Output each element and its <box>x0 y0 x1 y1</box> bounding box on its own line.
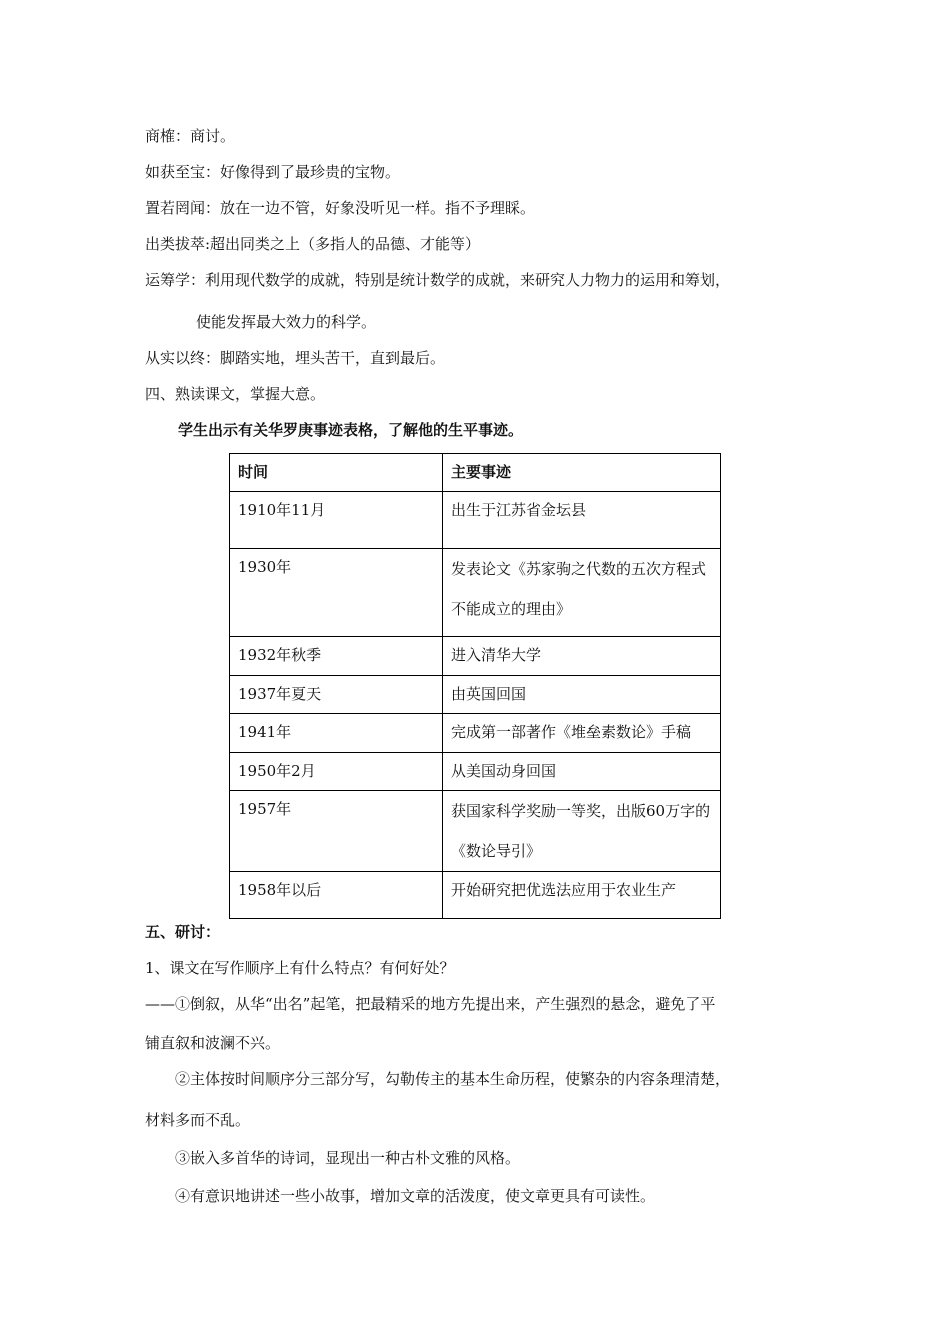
cell-event: 发表论文《苏家驹之代数的五次方程式不能成立的理由》 <box>443 549 721 637</box>
answer-1-line-2: 铺直叙和波澜不兴。 <box>145 1034 281 1052</box>
answer-2-line-2: 材料多而不乱。 <box>145 1111 251 1129</box>
vocab-ruhuozhibao: 如获至宝：好像得到了最珍贵的宝物。 <box>145 163 401 181</box>
table-row <box>230 676 721 714</box>
cell-event: 完成第一部著作《堆垒素数论》手稿 <box>443 714 721 753</box>
vocab-chuleibacui: 出类拔萃:超出同类之上（多指人的品德、才能等） <box>145 235 481 253</box>
cell-time: 1958年以后 <box>230 872 443 919</box>
table-row <box>230 791 721 872</box>
cell-time: 1937年夏天 <box>230 676 443 714</box>
answer-3: ③嵌入多首华的诗词，显现出一种古朴文雅的风格。 <box>175 1149 521 1167</box>
section-5-heading: 五、研讨： <box>145 923 221 941</box>
answer-1-line-1: ——①倒叙，从华“出名”起笔，把最精采的地方先提出来，产生强烈的悬念，避免了平 <box>145 995 716 1013</box>
cell-event: 开始研究把优选法应用于农业生产 <box>443 872 721 919</box>
cell-time: 1910年11月 <box>230 492 443 549</box>
cell-time: 1957年 <box>230 791 443 872</box>
table-row <box>230 714 721 753</box>
vocab-yunchouxue-cont: 使能发挥最大效力的科学。 <box>196 313 377 331</box>
header-event: 主要事迹 <box>443 454 721 492</box>
vocab-shangque: 商榷：商讨。 <box>145 127 236 145</box>
cell-time: 1941年 <box>230 714 443 753</box>
cell-event: 由英国回国 <box>443 676 721 714</box>
table-header-row <box>230 454 721 492</box>
vocab-congshiyizhong: 从实以终：脚踏实地，埋头苦干，直到最后。 <box>145 349 446 367</box>
table-row <box>230 492 721 549</box>
section-4-intro: 学生出示有关华罗庚事迹表格，了解他的生平事迹。 <box>178 421 524 439</box>
cell-time: 1950年2月 <box>230 753 443 791</box>
discussion-question: 1、课文在写作顺序上有什么特点？有何好处？ <box>145 959 455 977</box>
section-4-heading: 四、熟读课文，掌握大意。 <box>145 385 326 403</box>
cell-event: 出生于江苏省金坛县 <box>443 492 721 549</box>
answer-4: ④有意识地讲述一些小故事，增加文章的活泼度，使文章更具有可读性。 <box>175 1187 656 1205</box>
header-time: 时间 <box>230 454 443 492</box>
table-row <box>230 549 721 637</box>
cell-time: 1932年秋季 <box>230 637 443 676</box>
biography-table <box>229 453 721 919</box>
table-row <box>230 637 721 676</box>
answer-2-line-1: ②主体按时间顺序分三部分写，勾勒传主的基本生命历程，使繁杂的内容条理清楚， <box>175 1070 731 1088</box>
table-row <box>230 753 721 791</box>
cell-event: 获国家科学奖励一等奖，出版60万字的《数论导引》 <box>443 791 721 872</box>
cell-event: 进入清华大学 <box>443 637 721 676</box>
cell-event: 从美国动身回国 <box>443 753 721 791</box>
vocab-yunchouxue: 运筹学：利用现代数学的成就，特别是统计数学的成就，来研究人力物力的运用和筹划， <box>145 271 731 289</box>
vocab-zhiruowangwen: 置若罔闻：放在一边不管，好象没听见一样。指不予理睬。 <box>145 199 536 217</box>
cell-time: 1930年 <box>230 549 443 637</box>
table-row <box>230 872 721 919</box>
